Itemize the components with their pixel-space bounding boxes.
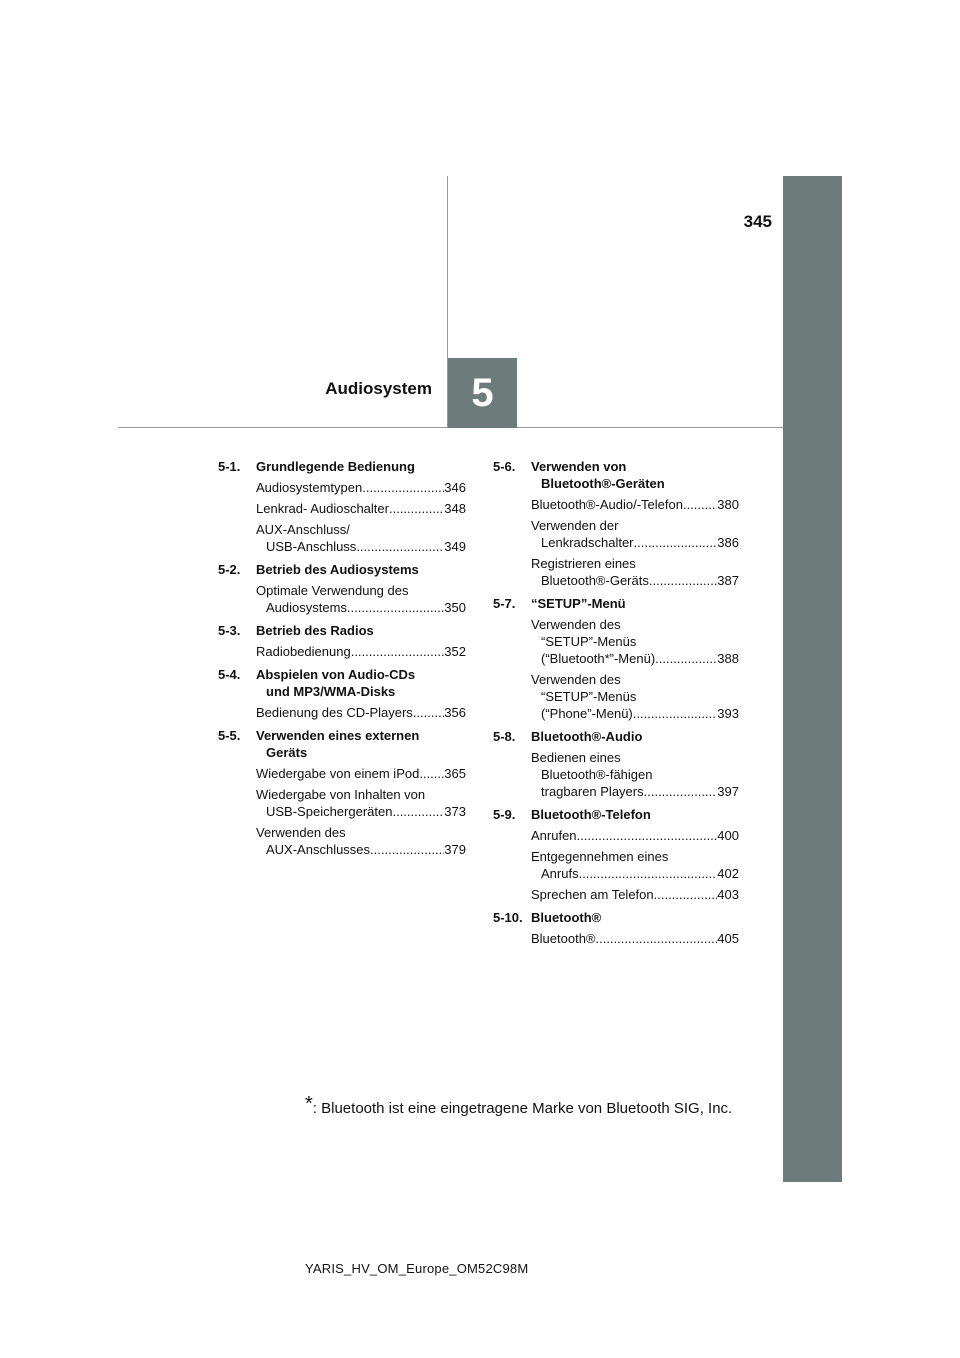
entry-page-number: 379 xyxy=(444,842,466,857)
entry-page-number: 393 xyxy=(717,706,739,721)
entry-text: Bluetooth®-fähigen xyxy=(541,767,653,782)
section-heading xyxy=(218,458,466,475)
toc-entry[interactable] xyxy=(256,500,466,517)
toc-section xyxy=(218,561,466,616)
toc-section xyxy=(218,666,466,721)
toc-entry[interactable] xyxy=(256,704,466,721)
toc-entry[interactable] xyxy=(531,848,739,882)
section-title-line: Grundlegende Bedienung xyxy=(256,459,415,474)
section-heading xyxy=(218,666,466,700)
entry-text: Bluetooth®-Audio/-Telefon xyxy=(531,497,683,512)
toc-section xyxy=(493,728,739,800)
toc-section xyxy=(218,727,466,858)
entry-text: Optimale Verwendung des xyxy=(256,583,409,598)
chapter-title: Audiosystem xyxy=(325,379,432,398)
entry-text: Lenkrad- Audioschalter xyxy=(256,501,389,516)
entry-text: “SETUP”-Menüs xyxy=(541,689,637,704)
section-title xyxy=(256,622,466,639)
dot-leader xyxy=(577,827,718,844)
toc-entry[interactable] xyxy=(256,824,466,858)
entry-text: Anrufs xyxy=(541,866,579,881)
entry-text: Verwenden des xyxy=(531,617,621,632)
toc-entry[interactable] xyxy=(531,827,739,844)
entry-text: Entgegennehmen eines xyxy=(531,849,669,864)
entry-page-number: 365 xyxy=(444,766,466,781)
toc-entry[interactable] xyxy=(531,616,739,667)
entry-text: Registrieren eines xyxy=(531,556,636,571)
section-number: 5-9. xyxy=(493,807,516,822)
entry-text: Verwenden der xyxy=(531,518,619,533)
footnote-text: : Bluetooth ist eine eingetragene Marke von Bluetooth SIG, Inc. xyxy=(312,1100,733,1117)
entry-text: Bedienen eines xyxy=(531,750,621,765)
section-title-line: Verwenden eines externen xyxy=(256,728,420,743)
section-heading xyxy=(493,458,739,492)
entry-text: USB-Speichergeräten xyxy=(266,804,393,819)
section-title-line: Bluetooth®-Telefon xyxy=(531,807,651,822)
toc-right-column xyxy=(493,458,739,953)
dot-leader xyxy=(579,865,718,882)
dot-leader xyxy=(683,496,717,513)
section-title-line: und MP3/WMA-Disks xyxy=(266,684,396,699)
section-title-line: Bluetooth®-Geräten xyxy=(541,476,665,491)
section-title xyxy=(256,561,466,578)
entry-page-number: 349 xyxy=(444,539,466,554)
toc-section xyxy=(218,458,466,555)
dot-leader xyxy=(419,765,444,782)
dot-leader xyxy=(596,930,718,947)
section-title xyxy=(531,806,739,823)
toc-entry[interactable] xyxy=(256,643,466,660)
dot-leader xyxy=(634,534,718,551)
entry-text: (“Phone”-Menü) xyxy=(541,706,633,721)
section-heading xyxy=(493,909,739,926)
entry-page-number: 348 xyxy=(444,501,466,516)
toc-entry[interactable] xyxy=(256,786,466,820)
dot-leader xyxy=(655,650,717,667)
section-title xyxy=(531,728,739,745)
toc-entry[interactable] xyxy=(256,765,466,782)
entry-text: AUX-Anschlusses xyxy=(266,842,371,857)
entry-text: Verwenden des xyxy=(531,672,621,687)
entry-page-number: 352 xyxy=(444,644,466,659)
dot-leader xyxy=(356,538,444,555)
chapter-side-tab xyxy=(783,176,842,1182)
entry-page-number: 386 xyxy=(717,535,739,550)
section-title-line: Geräts xyxy=(266,745,308,760)
dot-leader xyxy=(362,479,444,496)
toc-entry[interactable] xyxy=(256,521,466,555)
dot-leader xyxy=(649,572,717,589)
section-number: 5-5. xyxy=(218,728,241,743)
entry-text: Sprechen am Telefon xyxy=(531,887,654,902)
entry-page-number: 388 xyxy=(717,651,739,666)
section-title xyxy=(256,666,466,700)
section-title-line: Bluetooth®-Audio xyxy=(531,729,643,744)
section-heading xyxy=(218,622,466,639)
entry-text: Audiosystems xyxy=(266,600,347,615)
section-heading xyxy=(493,806,739,823)
dot-leader xyxy=(644,783,718,800)
footnote xyxy=(305,1093,732,1117)
entry-page-number: 346 xyxy=(444,480,466,495)
dot-leader xyxy=(370,841,444,858)
toc-section xyxy=(493,806,739,903)
entry-text: Lenkradschalter xyxy=(541,535,634,550)
dot-leader xyxy=(347,599,444,616)
section-number: 5-10. xyxy=(493,910,523,925)
toc-entry[interactable] xyxy=(531,886,739,903)
entry-text: Audiosystemtypen xyxy=(256,480,363,495)
section-title xyxy=(531,595,739,612)
toc-section xyxy=(493,909,739,947)
entry-text: Bedienung des CD-Players xyxy=(256,705,413,720)
entry-page-number: 373 xyxy=(444,804,466,819)
entry-text: Bluetooth®-Geräts xyxy=(541,573,649,588)
page-number: 345 xyxy=(743,212,772,231)
dot-leader xyxy=(389,500,444,517)
dot-leader xyxy=(351,643,445,660)
section-number: 5-8. xyxy=(493,729,516,744)
entry-text: tragbaren Players xyxy=(541,784,644,799)
toc-section xyxy=(218,622,466,660)
toc-entry[interactable] xyxy=(531,930,739,947)
entry-text: (“Bluetooth*”-Menü) xyxy=(541,651,656,666)
toc-section xyxy=(493,458,739,589)
section-title xyxy=(256,458,466,475)
entry-page-number: 400 xyxy=(717,828,739,843)
chapter-number: 5 xyxy=(471,370,494,415)
section-heading xyxy=(493,595,739,612)
entry-text: Wiedergabe von Inhalten von xyxy=(256,787,426,802)
dot-leader xyxy=(413,704,444,721)
section-title-line: “SETUP”-Menü xyxy=(531,596,626,611)
section-number: 5-7. xyxy=(493,596,516,611)
section-heading xyxy=(218,727,466,761)
entry-page-number: 403 xyxy=(717,887,739,902)
entry-text: Bluetooth® xyxy=(531,931,596,946)
entry-page-number: 405 xyxy=(717,931,739,946)
section-title-line: Abspielen von Audio-CDs xyxy=(256,667,416,682)
toc-entry[interactable] xyxy=(531,517,739,551)
toc-entry[interactable] xyxy=(531,671,739,722)
entry-page-number: 387 xyxy=(717,573,739,588)
section-heading xyxy=(493,728,739,745)
entry-text: Verwenden des xyxy=(256,825,346,840)
dot-leader xyxy=(392,803,444,820)
section-number: 5-1. xyxy=(218,459,241,474)
toc-entry[interactable] xyxy=(531,749,739,800)
section-number: 5-6. xyxy=(493,459,516,474)
entry-text: AUX-Anschluss/ xyxy=(256,522,350,537)
section-title-line: Verwenden von xyxy=(531,459,627,474)
toc-section xyxy=(493,595,739,722)
chapter-number-box xyxy=(448,358,517,428)
toc-entry[interactable] xyxy=(256,582,466,616)
section-title-line: Betrieb des Audiosystems xyxy=(256,562,419,577)
section-title xyxy=(531,458,739,492)
footer-document-code: YARIS_HV_OM_Europe_OM52C98M xyxy=(305,1261,529,1276)
section-number: 5-4. xyxy=(218,667,241,682)
entry-text: USB-Anschluss xyxy=(266,539,357,554)
entry-page-number: 402 xyxy=(717,866,739,881)
entry-text: “SETUP”-Menüs xyxy=(541,634,637,649)
entry-text: Wiedergabe von einem iPod xyxy=(256,766,420,781)
entry-page-number: 380 xyxy=(717,497,739,512)
section-number: 5-2. xyxy=(218,562,241,577)
entry-page-number: 356 xyxy=(444,705,466,720)
toc-left-column xyxy=(218,458,466,864)
section-title-line: Bluetooth® xyxy=(531,910,602,925)
section-title-line: Betrieb des Radios xyxy=(256,623,374,638)
dot-leader xyxy=(654,886,718,903)
entry-text: Anrufen xyxy=(531,828,577,843)
footnote-marker: * xyxy=(305,1093,313,1115)
dot-leader xyxy=(633,705,718,722)
entry-text: Radiobedienung xyxy=(256,644,351,659)
entry-page-number: 350 xyxy=(444,600,466,615)
section-number: 5-3. xyxy=(218,623,241,638)
section-heading xyxy=(218,561,466,578)
section-title xyxy=(256,727,466,761)
toc-entry[interactable] xyxy=(256,479,466,496)
toc-entry[interactable] xyxy=(531,496,739,513)
toc-entry[interactable] xyxy=(531,555,739,589)
section-title xyxy=(531,909,739,926)
entry-page-number: 397 xyxy=(717,784,739,799)
